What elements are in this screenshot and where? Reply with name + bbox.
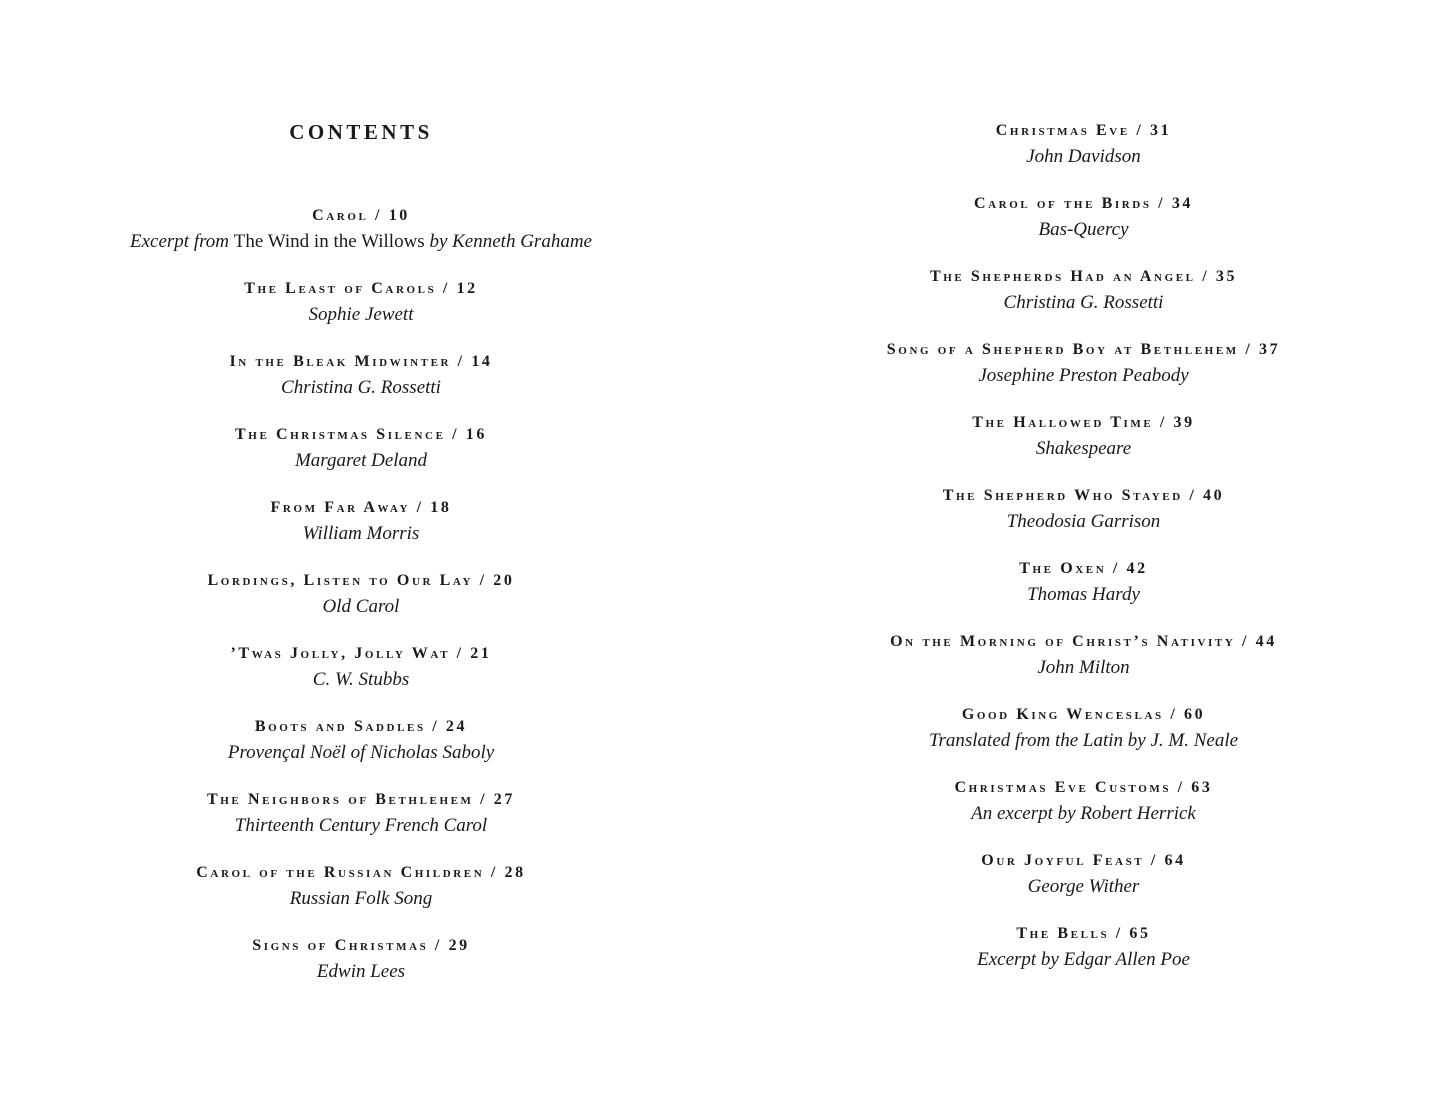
author-text: Shakespeare: [1035, 438, 1132, 459]
toc-entry: [722, 412, 1445, 485]
toc-entry: [722, 850, 1445, 923]
entry-title: Carol / 10: [312, 207, 410, 224]
toc-entry: [0, 643, 722, 716]
toc-entry: [722, 777, 1445, 850]
toc-entry: [722, 485, 1445, 558]
entry-title: In the Bleak Midwinter / 14: [229, 353, 493, 370]
author-text: C. W. Stubbs: [312, 669, 410, 690]
toc-entry: [722, 631, 1445, 704]
author-text: Provençal Noël of Nicholas Saboly: [227, 742, 495, 763]
entry-title: The Bells / 65: [1016, 925, 1151, 942]
entry-author: [0, 373, 722, 403]
entry-title: Carol of the Birds / 34: [973, 195, 1194, 212]
entry-title: Our Joyful Feast / 64: [981, 852, 1186, 869]
entry-author: [722, 945, 1445, 975]
author-text: Bas-Quercy: [1038, 219, 1129, 240]
entry-author: [722, 799, 1445, 829]
toc-entry: [0, 716, 722, 789]
entry-author: [722, 288, 1445, 318]
entry-title: The Hallowed Time / 39: [972, 414, 1195, 431]
work-title: The Wind in the Willows: [233, 231, 425, 252]
toc-entry: [0, 205, 722, 278]
toc-entry: [722, 266, 1445, 339]
entry-title: The Shepherds Had an Angel / 35: [929, 268, 1238, 285]
entry-author: [0, 811, 722, 841]
author-text: Excerpt by Edgar Allen Poe: [977, 949, 1190, 970]
entry-author: [0, 665, 722, 695]
entry-author: [0, 227, 722, 257]
entry-author: [722, 361, 1445, 391]
entry-author: [0, 519, 722, 549]
entry-author: [722, 872, 1445, 902]
entry-author: [0, 300, 722, 330]
toc-entry: [0, 351, 722, 424]
entry-author: [0, 884, 722, 914]
entry-author: [722, 142, 1445, 172]
entry-author: [0, 738, 722, 768]
author-text: Theodosia Garrison: [1006, 511, 1161, 532]
entry-title: Boots and Saddles / 24: [254, 718, 468, 735]
entry-title: ’Twas Jolly, Jolly Wat / 21: [230, 645, 492, 662]
toc-entry: [722, 339, 1445, 412]
entry-title: The Neighbors of Bethlehem / 27: [207, 791, 515, 808]
toc-entry: [722, 120, 1445, 193]
entry-author: [722, 653, 1445, 683]
entry-author: [0, 446, 722, 476]
entry-title: On the Morning of Christ’s Nativity / 44: [890, 633, 1277, 650]
toc-entry: [722, 923, 1445, 996]
author-text: Edwin Lees: [316, 961, 406, 982]
toc-entry: [0, 424, 722, 497]
author-text: Russian Folk Song: [289, 888, 433, 909]
entry-title: The Shepherd Who Stayed / 40: [942, 487, 1225, 504]
author-text: An excerpt by Robert Herrick: [971, 803, 1196, 824]
toc-entry: [722, 558, 1445, 631]
author-text: Josephine Preston Peabody: [978, 365, 1189, 386]
author-text: John Davidson: [1026, 146, 1141, 167]
toc-entry: [722, 193, 1445, 266]
author-text: Excerpt from: [130, 231, 234, 252]
toc-entry: [0, 935, 722, 1008]
toc-entry: [0, 278, 722, 351]
entry-author: [722, 215, 1445, 245]
author-text: Thirteenth Century French Carol: [234, 815, 488, 836]
toc-entry: [0, 497, 722, 570]
author-text: John Milton: [1037, 657, 1130, 678]
toc-entry: [722, 704, 1445, 777]
right-contents-list: [722, 120, 1445, 996]
author-text: Christina G. Rossetti: [1003, 292, 1164, 313]
author-text: Thomas Hardy: [1027, 584, 1140, 605]
entry-author: [722, 507, 1445, 537]
entry-title: Signs of Christmas / 29: [252, 937, 470, 954]
entry-title: Carol of the Russian Children / 28: [196, 864, 526, 881]
entry-title: Christmas Eve / 31: [995, 122, 1172, 139]
toc-entry: [0, 789, 722, 862]
author-text: Margaret Deland: [294, 450, 428, 471]
entry-author: [722, 580, 1445, 610]
contents-heading: CONTENTS: [289, 120, 433, 144]
entry-title: The Least of Carols / 12: [244, 280, 478, 297]
entry-title: Christmas Eve Customs / 63: [954, 779, 1213, 796]
author-text: Old Carol: [322, 596, 400, 617]
toc-entry: [0, 862, 722, 935]
entry-title: Good King Wenceslas / 60: [961, 706, 1206, 723]
author-text: Sophie Jewett: [308, 304, 414, 325]
toc-entry: [0, 570, 722, 643]
right-page: [722, 0, 1445, 1117]
entry-title: From Far Away / 18: [270, 499, 452, 516]
author-text: William Morris: [302, 523, 420, 544]
entry-title: The Christmas Silence / 16: [235, 426, 487, 443]
author-text: George Wither: [1027, 876, 1140, 897]
left-contents-list: [0, 205, 722, 1008]
entry-title: Lordings, Listen to Our Lay / 20: [207, 572, 515, 589]
author-text: Christina G. Rossetti: [281, 377, 441, 398]
entry-author: [722, 726, 1445, 756]
entry-title: The Oxen / 42: [1019, 560, 1148, 577]
entry-author: [0, 592, 722, 622]
entry-title: Song of a Shepherd Boy at Bethlehem / 37: [886, 341, 1281, 358]
left-page: [0, 0, 722, 1117]
author-text: by Kenneth Grahame: [424, 231, 592, 252]
author-text: Translated from the Latin by J. M. Neale: [928, 730, 1239, 751]
entry-author: [722, 434, 1445, 464]
entry-author: [0, 957, 722, 987]
